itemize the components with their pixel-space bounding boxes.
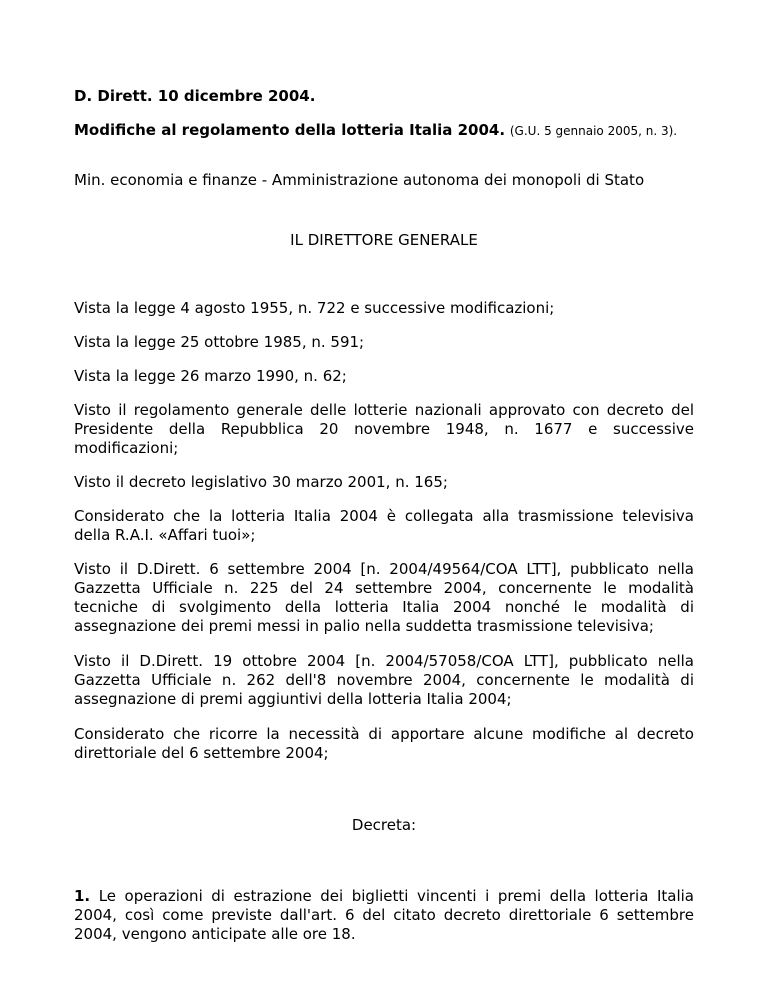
authority-heading: IL DIRETTORE GENERALE (290, 231, 478, 249)
decree-subject-line (74, 121, 694, 141)
preamble-item: Visto il decreto legislativo 30 marzo 2001, n. 165; (74, 473, 448, 491)
article-number: 1. (74, 887, 91, 905)
article-1 (74, 887, 694, 944)
preamble-item: Considerato che ricorre la necessità di apportare alcune modifiche al decreto direttoriale del 6 settembre 2004; (74, 725, 694, 762)
preamble-item: Visto il D.Dirett. 19 ottobre 2004 [n. 2004/57058/COA LTT], pubblicato nella Gazzetta Ufficiale n. 262 dell'8 novembre 2004, concernente le modalità di assegnazione di premi aggiuntivi della lotteria Italia 2004; (74, 652, 694, 708)
preamble-item: Vista la legge 26 marzo 1990, n. 62; (74, 367, 347, 385)
decree-title: D. Dirett. 10 dicembre 2004. (74, 87, 316, 105)
gazette-reference: (G.U. 5 gennaio 2005, n. 3). (509, 124, 678, 138)
preamble-item: Visto il D.Dirett. 6 settembre 2004 [n. 2004/49564/COA LTT], pubblicato nella Gazzetta Ufficiale n. 225 del 24 settembre 2004, concernente le modalità tecniche di svolgimento della lotteria Italia 2004 nonché le modalità di assegnazione dei premi messi in palio nella suddetta trasmissione televisiva; (74, 560, 694, 635)
preamble-item: Considerato che la lotteria Italia 2004 è collegata alla trasmissione televisiva della R.A.I. «Affari tuoi»; (74, 507, 694, 544)
preamble-item: Vista la legge 4 agosto 1955, n. 722 e successive modificazioni; (74, 299, 555, 317)
decreta-heading: Decreta: (351, 816, 417, 834)
preamble-item: Visto il regolamento generale delle lotterie nazionali approvato con decreto del Presidente della Repubblica 20 novembre 1948, n. 1677 e successive modificazioni; (74, 401, 694, 457)
decree-subject: Modifiche al regolamento della lotteria Italia 2004. (74, 121, 506, 139)
issuer: Min. economia e finanze - Amministrazione autonoma dei monopoli di Stato (74, 171, 645, 189)
article-text: Le operazioni di estrazione dei biglietti vincenti i premi della lotteria Italia 2004, così come previste dall'art. 6 del citato decreto direttoriale 6 settembre 2004, vengono anticipate alle ore 18. (74, 887, 694, 943)
preamble-item: Vista la legge 25 ottobre 1985, n. 591; (74, 333, 365, 351)
